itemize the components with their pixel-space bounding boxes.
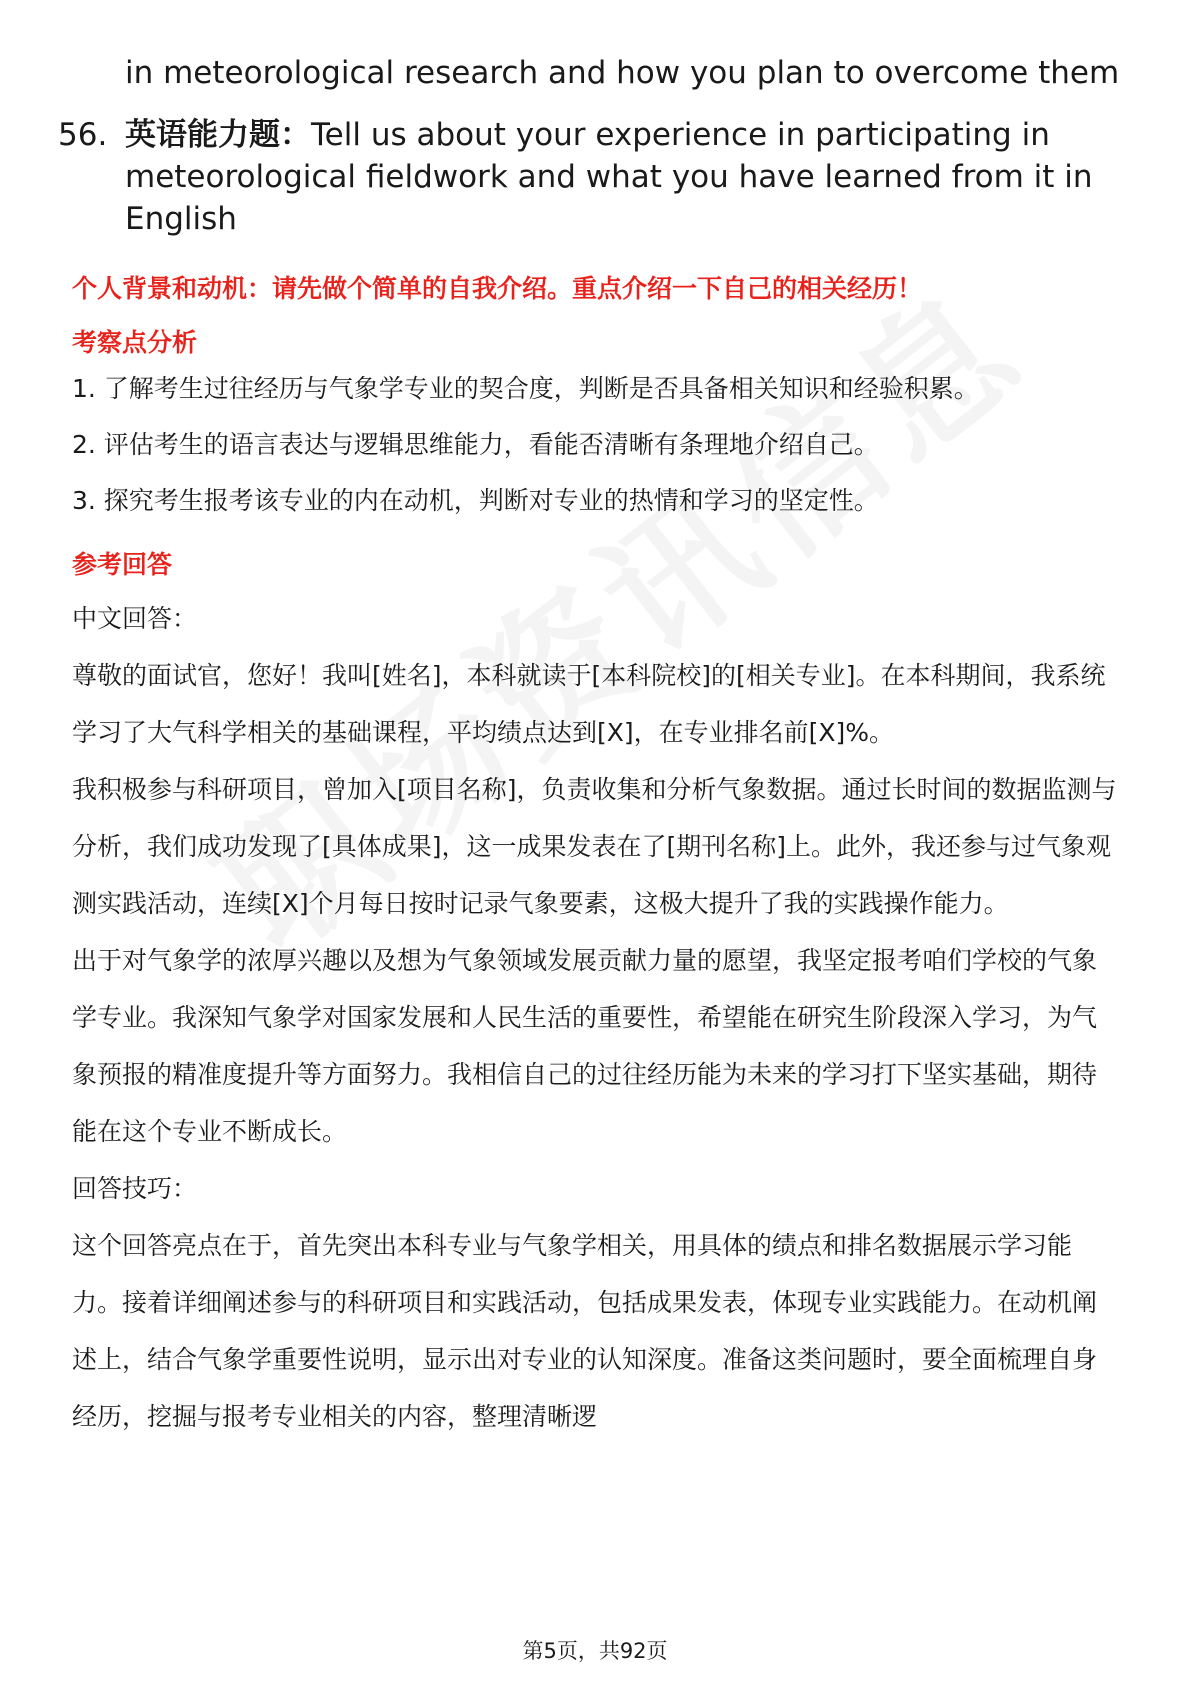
main-content [72, 272, 1120, 1445]
chinese-answer-label: 中文回答： [72, 604, 198, 633]
answer-paragraph: 尊敬的面试官，您好！我叫[姓名]，本科就读于[本科院校]的[相关专业]。在本科期间，我系统学习了大气科学相关的基础课程，平均绩点达到[X]，在专业排名前[X]%。 [72, 661, 1106, 747]
section-title: 个人背景和动机：请先做个简单的自我介绍。重点介绍一下自己的相关经历！ [72, 274, 923, 303]
question-label: 英语能力题： [125, 117, 311, 153]
analysis-list [72, 372, 1120, 518]
question-text [125, 114, 1118, 240]
question-55-continuation: in meteorological research and how you plan to overcome them [125, 55, 1120, 91]
answer-paragraph: 出于对气象学的浓厚兴趣以及想为气象领域发展贡献力量的愿望，我坚定报考咱们学校的气象学专业。我深知气象学对国家发展和人民生活的重要性，希望能在研究生阶段深入学习，为气象预报的精准度提升等方面努力。我相信自己的过往经历能为未来的学习打下坚实基础，期待能在这个专业不断成长。 [72, 946, 1098, 1146]
question-56 [58, 114, 1118, 240]
tips-label: 回答技巧： [72, 1174, 198, 1203]
analysis-point: 2. 评估考生的语言表达与逻辑思维能力，看能否清晰有条理地介绍自己。 [72, 430, 879, 459]
analysis-heading: 考察点分析 [72, 328, 198, 357]
analysis-point: 1. 了解考生过往经历与气象学专业的契合度，判断是否具备相关知识和经验积累。 [72, 374, 979, 403]
question-number: 56. [58, 117, 108, 153]
tips-paragraph: 这个回答亮点在于，首先突出本科专业与气象学相关，用具体的绩点和排名数据展示学习能力。接着详细阐述参与的科研项目和实践活动，包括成果发表，体现专业实践能力。在动机阐述上，结合气象学重要性说明，显示出对专业的认知深度。准备这类问题时，要全面梳理自身经历，挖掘与报考专业相关的内容，整理清晰逻 [72, 1231, 1098, 1431]
reference-heading: 参考回答 [72, 550, 173, 579]
question-body: Tell us about your experience in participating in meteorological fieldwork and what you have learned from it in English [125, 117, 1093, 237]
analysis-point: 3. 探究考生报考该专业的内在动机，判断对专业的热情和学习的坚定性。 [72, 486, 879, 515]
answer-paragraph: 我积极参与科研项目，曾加入[项目名称]，负责收集和分析气象数据。通过长时间的数据监测与分析，我们成功发现了[具体成果]，这一成果发表在了[期刊名称]上。此外，我还参与过气象观测实践活动，连续[X]个月每日按时记录气象要素，这极大提升了我的实践操作能力。 [72, 775, 1117, 918]
page-footer: 第5页，共92页 [522, 1639, 668, 1663]
